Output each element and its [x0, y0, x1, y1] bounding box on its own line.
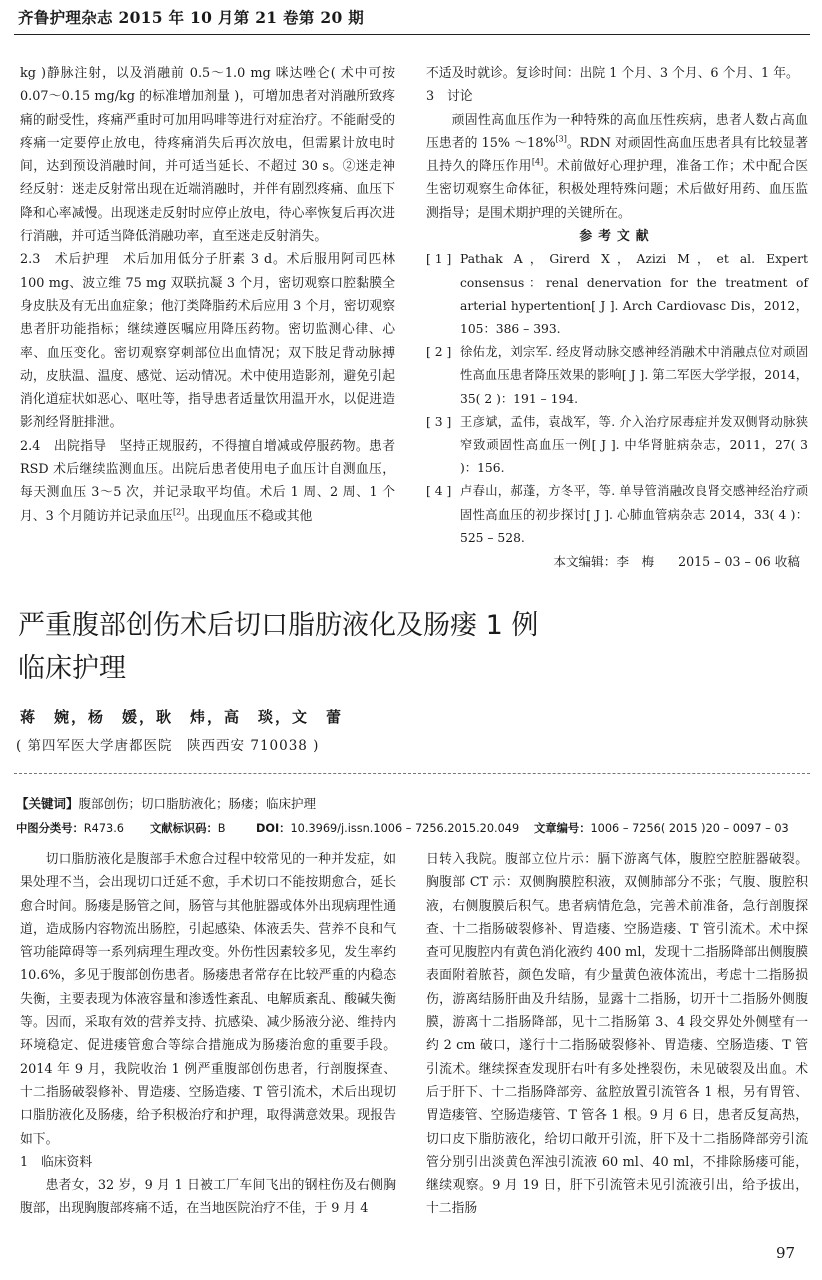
page-number: 97: [776, 1244, 796, 1262]
prev-paragraph-text: 2.4 出院指导 坚持正规服药，不得擅自增减或停服药物。患者 RSD 术后继续监测血压。出院后患者使用电子血压计自测血压，每天测血压 3～5 次，并记录取平均值。术后 1 周、2 周、1 个月、3 个月随访并记录血压: [20, 438, 395, 524]
citation: [3]: [555, 134, 567, 144]
prev-paragraph-text: 出现血压不稳或其他: [197, 508, 313, 524]
reference-item: [426, 341, 808, 411]
references-title: 参考文献: [579, 229, 655, 245]
prev-paragraph: 不适及时就诊。复诊时间：出院 1 个月、3 个月、6 个月、1 年。: [426, 66, 799, 81]
article-right-column: [426, 848, 808, 1221]
reference-number: [ 1 ]: [426, 252, 452, 267]
doi-label: DOI：: [256, 822, 291, 835]
intro-paragraph: 切口脂肪液化是腹部手术愈合过程中较常见的一种并发症，如果处理不当，会出现切口迁延不愈，手术切口不能按期愈合，延长愈合时间。肠瘘是肠管之间，肠管与其他脏器或体外出现病理性通道，造成肠内容物流出肠腔，引起感染、体液丢失、营养不良和气管功能障碍等一系列病理生理改变。外伤性因素较多见，发生率约 10.6%，多见于腹部创伤患者。肠瘘患者常存在比较严重的内稳态失衡，主要表现为体液容量和渗透性紊乱、电解质紊乱、酸碱失衡等。因而，采取有效的营养支持、抗感染、减少肠液分泌、维持内环境稳定、促进瘘管愈合等综合措施成为肠瘘治愈的重要手段。2014 年 9 月，我院收治 1 例严重腹部创伤患者，行剖腹探查、十二指肠破裂修补、胃造瘘、空肠造瘘、T 管引流术，术后出现切口脂肪液化及肠瘘，给予积极治疗和护理，取得满意效果。现报告如下。: [20, 852, 396, 1147]
editor-line: [426, 550, 808, 573]
article-left-column: [20, 848, 396, 1221]
metadata-divider: [14, 773, 810, 774]
editor-name: 本文编辑：李 梅: [553, 554, 655, 570]
doc-code-value: B: [217, 822, 226, 835]
received-date: 2015 – 03 – 06 收稿: [678, 554, 800, 570]
citation: [2]: [172, 507, 185, 517]
citation: [4]: [531, 157, 544, 167]
reference-text: Pathak A，Girerd X，Azizi M，et al. Expert consensus：renal denervation for the treatment of arterial hypertention[ J ]. Arch Cardiovasc Dis，2012，105：386 – 393.: [460, 252, 808, 336]
reference-number: [ 2 ]: [426, 345, 452, 360]
discussion-text: 。术前做好心理护理，准备工作；术中配合医生密切观察生命体征，积极处理特殊问题；术后做好用药、血压监测指导；是围术期护理的关键所在。: [426, 159, 809, 221]
keywords-line: [16, 794, 316, 812]
reference-number: [ 4 ]: [426, 484, 452, 499]
article-title: [18, 604, 738, 690]
reference-item: [426, 248, 808, 341]
reference-text: 王彦斌，孟伟，袁战军，等. 介入治疗尿毒症并发双侧肾动脉狭窄致顽固性高血压一例[ J ]. 中华肾脏病杂志，2011，27( 3 )：156.: [460, 414, 808, 476]
discussion-text: 顽固性高血压作为一种特殊的高血压性疾病，患者人数占高血压患者的 15% ～18%: [426, 112, 808, 151]
doc-code-label: 文献标识码：: [150, 822, 218, 835]
doi-value: 10.3969/j.issn.1006 – 7256.2015.20.049: [290, 822, 520, 835]
clc-field: [16, 820, 124, 836]
keywords-label: 【关键词】: [16, 796, 79, 811]
doi-field: [256, 820, 519, 836]
discussion-heading: 3 讨论: [426, 89, 473, 105]
prev-article-right-column: [426, 62, 808, 573]
prev-paragraph: 2.4 出院指导 坚持正规服药，不得擅自增减或停服药物。患者 RSD 术后继续监测血压。出院后患者使用电子血压计自测血压，每天测血压 3～5 次，并记录取平均值。术后 1 周、2 周、1 个月、3 个月随访并记录血压[2]。出现血压不稳或其他: [20, 438, 395, 524]
reference-number: [ 3 ]: [426, 414, 452, 429]
case-paragraph-continued: 日转入我院。腹部立位片示：膈下游离气体，腹腔空腔脏器破裂。胸腹部 CT 示：双侧胸膜腔积液，双侧肺部分不张；气腹、腹腔积液，右侧腹膜后积气。患者病情危急，完善术前准备，急行剖腹探查、十二指肠破裂修补、胃造瘘、空肠造瘘、T 管引流术。术中探查可见腹腔内有黄色消化液约 400 ml，发现十二指肠降部出侧腹膜表面附着脓苔，颜色发暗，有少量黄色液体流出，考虑十二指肠损伤，游离结肠肝曲及升结肠，显露十二指肠，切开十二指肠外侧腹膜，游离十二指肠降部，见十二指肠第 3、4 段交界处外侧壁有一约 2 cm 破口，遂行十二指肠破裂修补、胃造瘘、空肠造瘘、T 管引流术。继续探查发现肝右叶有多处挫裂伤，未见破裂及出血。术后于肝下、十二指肠降部旁、盆腔放置引流管各 1 根，另有胃管、胃造瘘管、空肠造瘘管、T 管各 1 根。9 月 6 日，患者反复高热，切口皮下脂肪液化，给切口敞开引流，肝下及十二指肠降部旁引流管分别引出淡黄色浑浊引流液 60 ml、40 ml，不排除肠瘘可能，继续观察。9 月 19 日，肝下引流管未见引流液引出，给予拔出，十二指肠: [426, 852, 808, 1217]
article-authors: 蒋 婉，杨 媛，耿 炜，高 琰，文 蕾: [20, 708, 344, 726]
article-number-label: 文章编号：: [534, 822, 591, 835]
reference-item: [426, 480, 808, 550]
header-divider: [14, 34, 810, 35]
prev-paragraph: kg )静脉注射，以及消融前 0.5～1.0 mg 咪达唑仑( 术中可按 0.07～0.15 mg/kg 的标准增加剂量 )，可增加患者对消融所致疼痛的耐受性，疼痛严重时可加用吗啡等进行对症治疗。不能耐受的疼痛一定要停止放电，待疼痛消失后再次放电，但需累计放电时间，达到预设消融时间，并可适当延长、不超过 30 s。②迷走神经反射：迷走反射常出现在近端消融时，并伴有剧烈疼痛、血压下降和心率减慢。出现迷走反射时应停止放电，待心率恢复后再次进行消融，并可适当降低消融功率，直至迷走反射消失。: [20, 66, 395, 245]
article-title-line: 严重腹部创伤术后切口脂肪液化及肠瘘 1 例: [18, 610, 539, 641]
prev-paragraph: 2.3 术后护理 术后加用低分子肝素 3 d。术后服用阿司匹林 100 mg、波立维 75 mg 双联抗凝 3 个月，密切观察口腔黏膜全身皮肤及有无出血症象；他汀类降脂药术后应用 3 个月，密切观察患者肝功能指标；继续遵医嘱应用降压药物。密切监测心律、心率、血压变化。密切观察穿刺部位出血情况；双下肢足背动脉搏动，皮肤温、温度、感觉、运动情况。术中使用造影剂，避免引起消化道症状如恶心、呕吐等，指导患者适量饮用温开水，以促进造影剂经肾脏排泄。: [20, 252, 395, 431]
keywords-text: 腹部创伤；切口脂肪液化；肠瘘；临床护理: [78, 796, 317, 811]
reference-item: [426, 411, 808, 481]
section-heading: 1 临床资料: [20, 1154, 93, 1170]
article-title-line: 临床护理: [18, 653, 126, 684]
discussion-paragraph: [426, 109, 808, 225]
article-number-value: 1006 – 7256( 2015 )20 – 0097 – 03: [590, 822, 789, 835]
doc-code-field: [150, 820, 226, 836]
running-header: 齐鲁护理杂志 2015 年 10 月第 21 卷第 20 期: [18, 8, 365, 27]
article-affiliation: ( 第四军医大学唐都医院 陕西西安 710038 ): [16, 738, 320, 754]
discussion-text: 。RDN 对顽固性高血压患者具有比较显著且持久的降压作用: [426, 135, 808, 175]
article-number-field: [534, 820, 789, 836]
reference-text: 徐佑龙，刘宗军. 经皮肾动脉交感神经消融术中消融点位对顽固性高血压患者降压效果的影响[ J ]. 第二军医大学学报，2014，35( 2 )：191 – 194.: [460, 345, 808, 406]
clc-value: R473.6: [83, 822, 124, 835]
clc-label: 中图分类号：: [16, 822, 84, 835]
prev-article-left-column: [20, 62, 395, 528]
reference-text: 卢春山，郝蓬，方冬平，等. 单导管消融改良肾交感神经治疗顽固性高血压的初步探讨[ J ]. 心肺血管病杂志 2014，33( 4 )：525 – 528.: [460, 484, 808, 545]
case-paragraph: 患者女，32 岁，9 月 1 日被工厂车间飞出的钢柱伤及右侧胸腹部，出现胸腹部疼痛不适，在当地医院治疗不佳，于 9 月 4: [20, 1178, 396, 1217]
